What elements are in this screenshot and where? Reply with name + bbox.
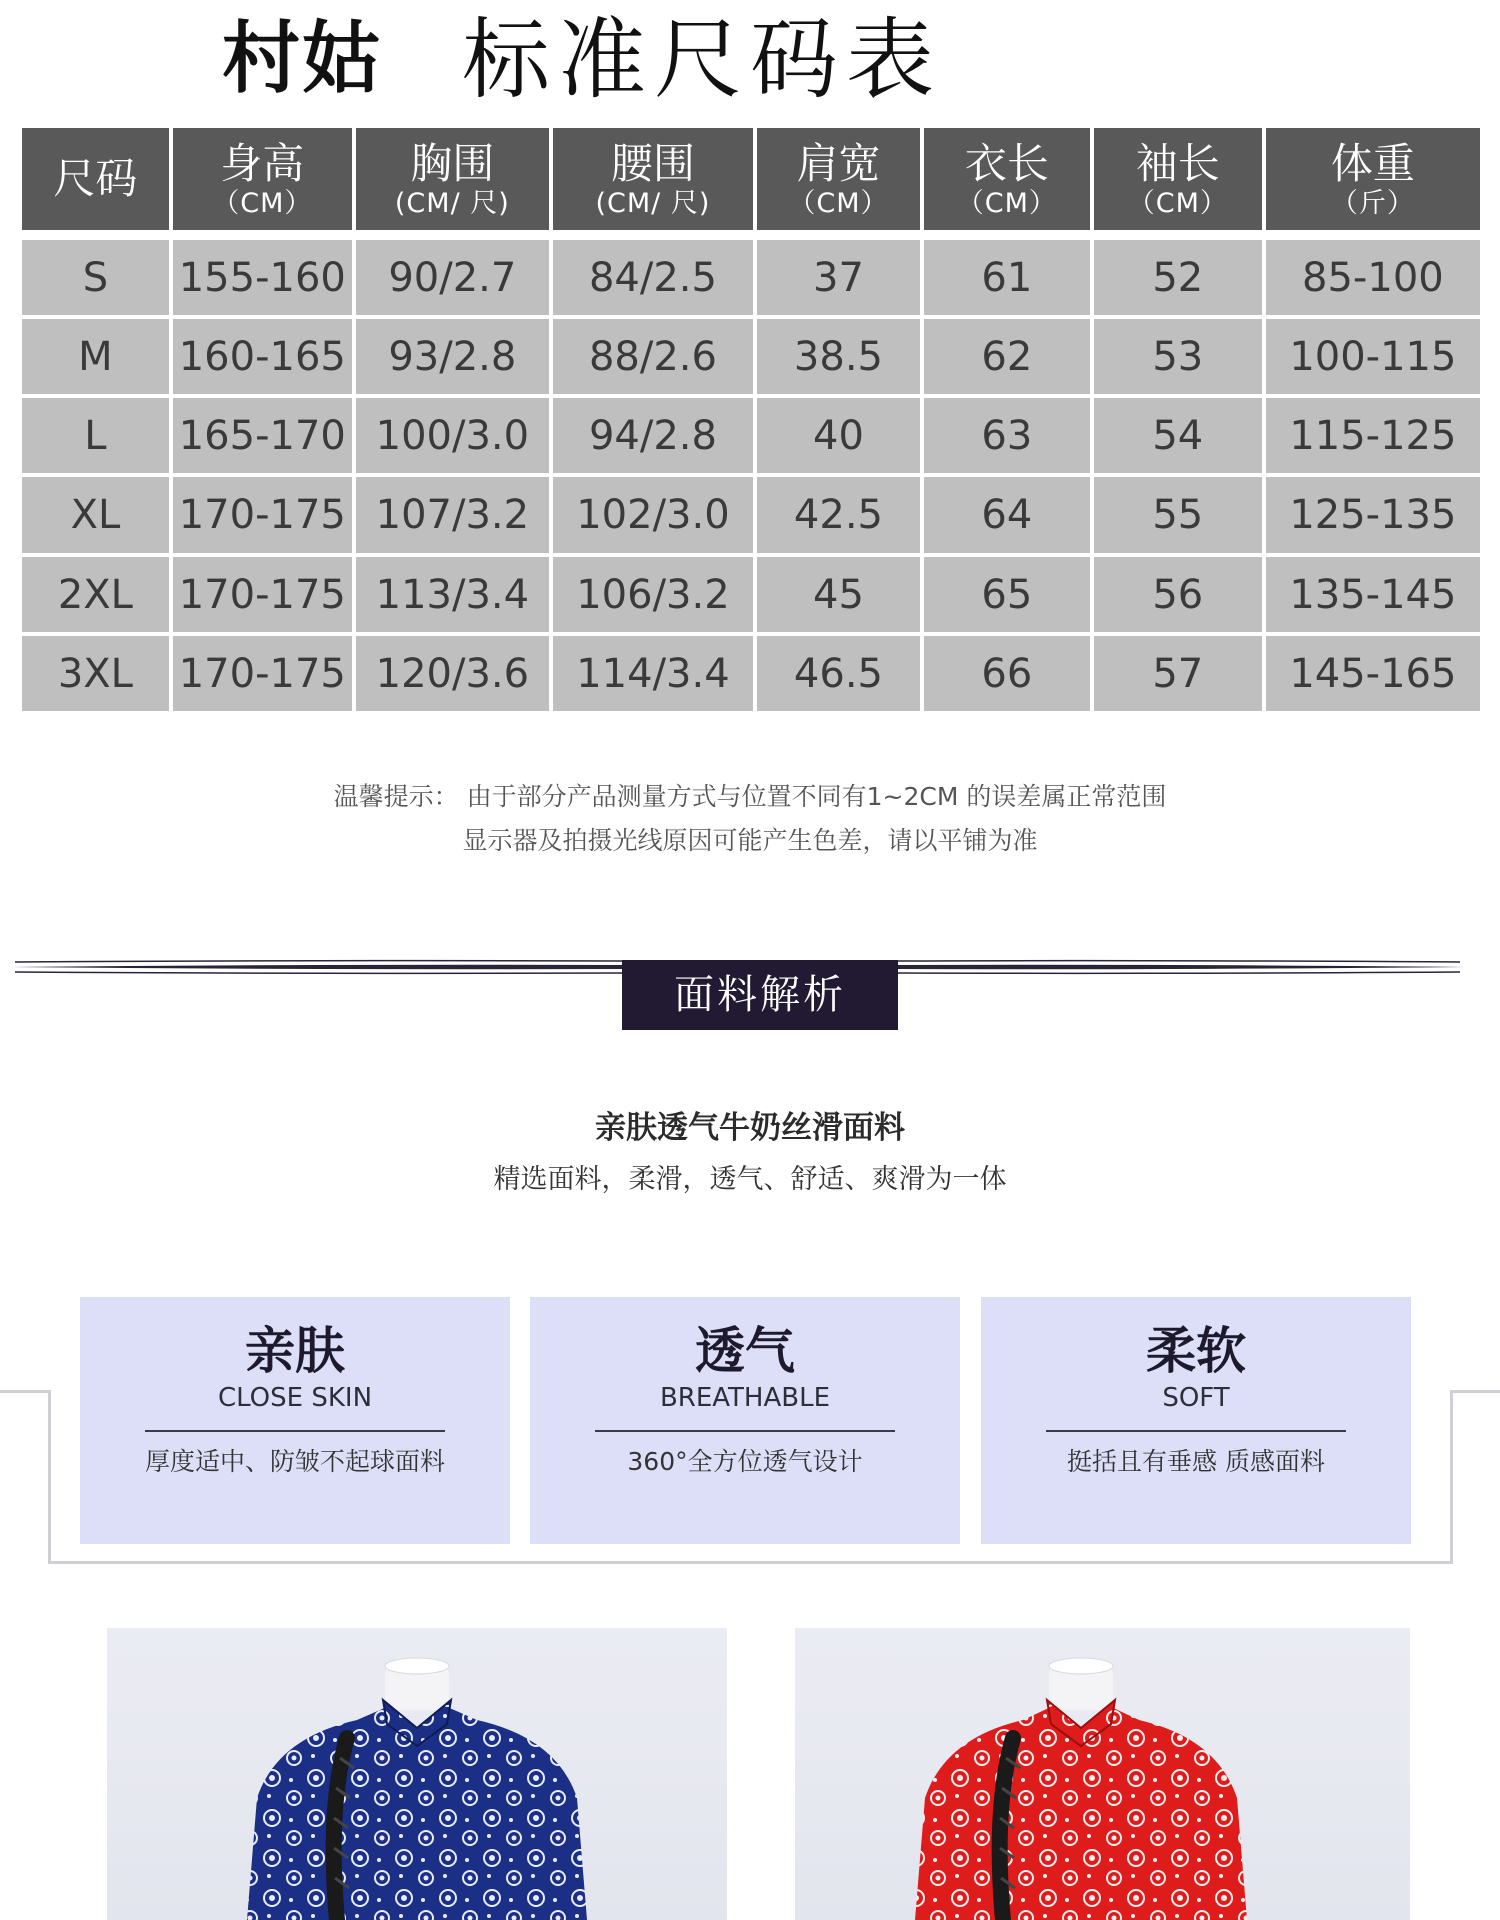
table-cell: 54 [1094,398,1262,473]
table-cell: 106/3.2 [553,557,753,632]
feature-title: 亲肤 [245,1322,345,1380]
feature-title: 柔软 [1146,1322,1246,1380]
table-row [22,477,1480,553]
table-cell: 125-135 [1266,477,1480,553]
page-title: 标准尺码表 [462,8,943,111]
table-cell: 56 [1094,557,1262,632]
table-cell: 115-125 [1266,398,1480,473]
table-cell: 165-170 [173,398,352,473]
header-height: 身高 （CM） [173,128,352,230]
feature-card-soft [981,1297,1411,1544]
table-cell: 46.5 [757,636,920,711]
table-cell: 170-175 [173,636,352,711]
table-header-row [22,128,1480,230]
table-cell: 170-175 [173,557,352,632]
table-row [22,240,1480,315]
size-note-line1: 温馨提示： 由于部分产品测量方式与位置不同有1~2CM 的误差属正常范围 [333,782,1167,811]
product-photo-red [795,1628,1410,1920]
table-cell: XL [22,477,169,553]
table-cell: 100/3.0 [356,398,549,473]
table-cell: 100-115 [1266,319,1480,394]
table-cell: 114/3.4 [553,636,753,711]
table-cell: 102/3.0 [553,477,753,553]
frame-line-left [48,1390,51,1564]
fabric-section-label: 面料解析 [622,960,898,1030]
feature-card-breathable [530,1297,960,1544]
table-cell: 42.5 [757,477,920,553]
table-cell: 2XL [22,557,169,632]
fabric-subtitle: 精选面料，柔滑，透气、舒适、爽滑为一体 [493,1164,1007,1195]
feature-description: 挺括且有垂感 质感面料 [1067,1447,1325,1476]
feature-english: BREATHABLE [659,1383,831,1413]
frame-line-right-top [1450,1390,1500,1393]
table-cell: 62 [924,319,1090,394]
table-cell: 85-100 [1266,240,1480,315]
header-length: 衣长 （CM） [924,128,1090,230]
table-cell: 38.5 [757,319,920,394]
table-cell: 63 [924,398,1090,473]
blue-floral-blouse-image [107,1628,727,1920]
table-cell: 93/2.8 [356,319,549,394]
feature-card-close-skin [80,1297,510,1544]
feature-title: 透气 [695,1322,795,1380]
table-cell: 160-165 [173,319,352,394]
table-cell: 113/3.4 [356,557,549,632]
table-cell: 107/3.2 [356,477,549,553]
feature-divider [1046,1430,1346,1432]
table-cell: 64 [924,477,1090,553]
header-bust: 胸围 (CM/ 尺) [356,128,549,230]
table-cell: 45 [757,557,920,632]
header-sleeve: 袖长 （CM） [1094,128,1262,230]
table-cell: L [22,398,169,473]
table-cell: 170-175 [173,477,352,553]
table-row [22,319,1480,394]
table-cell: 145-165 [1266,636,1480,711]
brand-name: 村姑 [222,14,383,104]
fabric-title: 亲肤透气牛奶丝滑面料 [595,1110,905,1146]
table-cell: 52 [1094,240,1262,315]
feature-english: SOFT [1162,1383,1230,1413]
table-cell: 120/3.6 [356,636,549,711]
size-note-line2: 显示器及拍摄光线原因可能产生色差，请以平铺为准 [462,826,1038,855]
header-waist: 腰围 (CM/ 尺) [553,128,753,230]
table-cell: 3XL [22,636,169,711]
table-cell: 65 [924,557,1090,632]
frame-line-left-top [0,1390,50,1393]
product-photo-blue [107,1628,727,1920]
table-cell: 57 [1094,636,1262,711]
table-row [22,557,1480,632]
feature-divider [145,1430,445,1432]
table-cell: 61 [924,240,1090,315]
table-cell: 90/2.7 [356,240,549,315]
table-cell: S [22,240,169,315]
feature-description: 厚度适中、防皱不起球面料 [144,1447,445,1476]
size-chart-table [18,124,1484,715]
table-cell: 55 [1094,477,1262,553]
table-row [22,398,1480,473]
table-cell: 40 [757,398,920,473]
table-row [22,636,1480,711]
table-cell: 53 [1094,319,1262,394]
feature-description: 360°全方位透气设计 [627,1447,863,1476]
table-cell: 84/2.5 [553,240,753,315]
table-cell: 37 [757,240,920,315]
header-size: 尺码 [22,128,169,230]
table-cell: 88/2.6 [553,319,753,394]
red-floral-blouse-image [795,1628,1410,1920]
table-cell: 94/2.8 [553,398,753,473]
feature-english: CLOSE SKIN [217,1383,373,1413]
feature-divider [595,1430,895,1432]
table-cell: 66 [924,636,1090,711]
header-shoulder: 肩宽 （CM） [757,128,920,230]
table-cell: 155-160 [173,240,352,315]
frame-line-right [1450,1390,1453,1564]
frame-line-bottom [48,1561,1453,1564]
table-cell: M [22,319,169,394]
table-cell: 135-145 [1266,557,1480,632]
header-weight: 体重 （斤） [1266,128,1480,230]
